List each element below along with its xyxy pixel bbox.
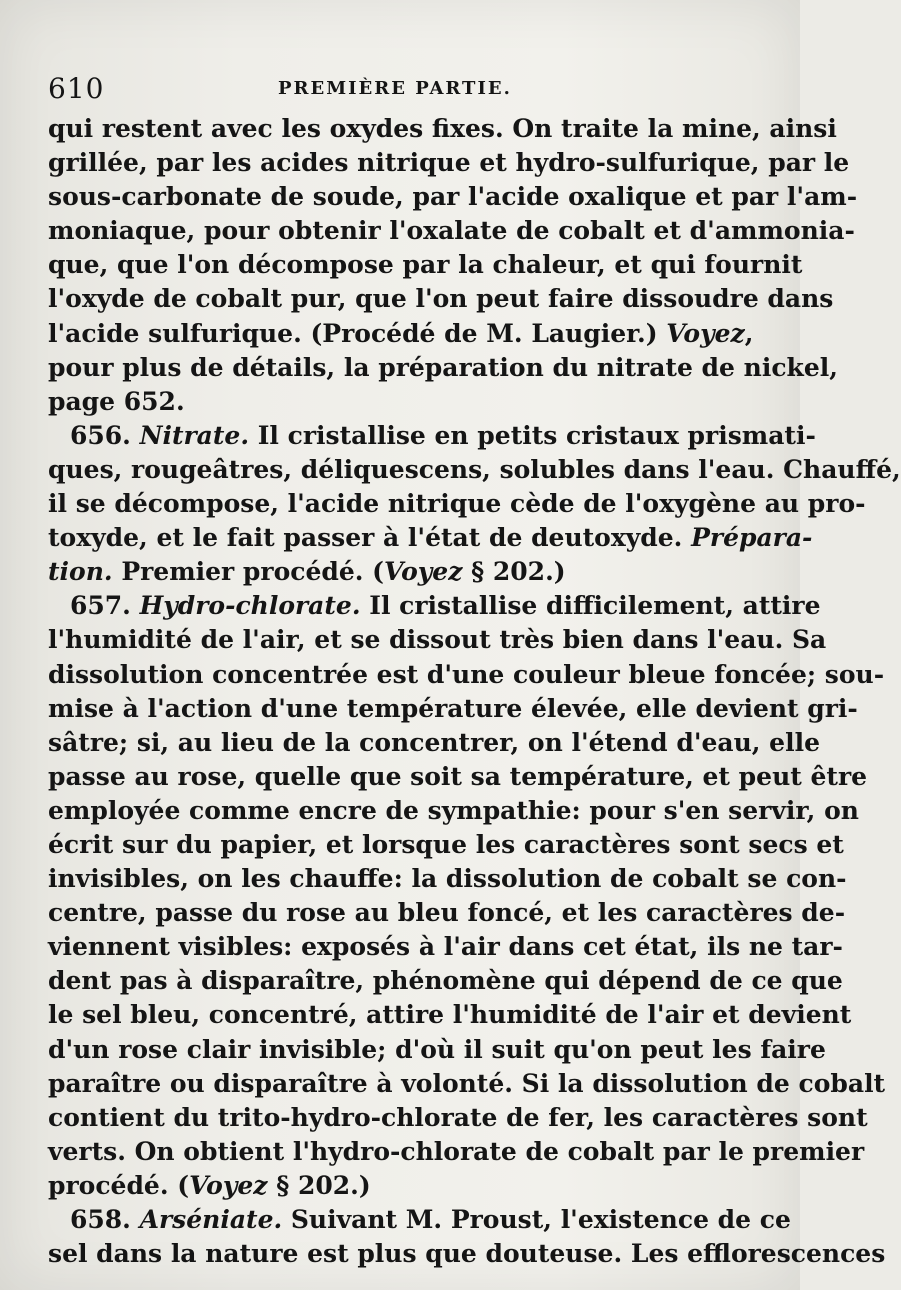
line-text: l'acide sulfurique. (Procédé de M. Laugier.) xyxy=(48,318,667,348)
line-text: § 202.) xyxy=(462,557,566,587)
text-line xyxy=(48,862,847,896)
line-text: Premier procédé. ( xyxy=(112,557,384,587)
text-line xyxy=(48,623,827,657)
line-text: verts. On obtient l'hydro-chlorate de cobalt par le premier xyxy=(48,1136,865,1166)
text-line xyxy=(48,998,852,1032)
line-text: invisibles, on les chauffe: la dissolution de cobalt se con- xyxy=(48,864,847,894)
italic-text: Voyez xyxy=(666,318,745,348)
text-line xyxy=(48,760,868,794)
line-text: procédé. ( xyxy=(48,1170,190,1200)
line-text: ques, rougeâtres, déliquescens, solubles dans l'eau. Chauffé, xyxy=(48,454,901,484)
text-line xyxy=(48,112,837,146)
italic-text: Voyez xyxy=(189,1170,268,1200)
line-text: Il cristallise difficilement, attire xyxy=(360,591,821,621)
italic-text: Arséniate. xyxy=(139,1205,283,1234)
body-text xyxy=(48,112,901,1271)
line-text: passe au rose, quelle que soit sa température, et peut être xyxy=(48,761,868,791)
text-line xyxy=(48,1237,886,1271)
line-text: § 202.) xyxy=(267,1170,371,1200)
line-text: Il cristallise en petits cristaux prismati- xyxy=(249,420,816,450)
line-text: moniaque, pour obtenir l'oxalate de cobalt et d'ammonia- xyxy=(48,216,855,246)
line-text: sâtre; si, au lieu de la concentrer, on l'étend d'eau, elle xyxy=(48,727,820,757)
line-text: viennent visibles: exposés à l'air dans cet état, ils ne tar- xyxy=(48,932,843,962)
line-text: écrit sur du papier, et lorsque les caractères sont secs et xyxy=(48,829,844,859)
text-line xyxy=(48,248,803,282)
text-line xyxy=(48,930,843,964)
line-text: l'humidité de l'air, et se dissout très bien dans l'eau. Sa xyxy=(48,625,827,655)
italic-text: Prépara- xyxy=(691,523,813,553)
line-text: dissolution concentrée est d'une couleur bleue foncée; sou- xyxy=(48,659,885,689)
line-text: toxyde, et le fait passer à l'état de deutoxyde. xyxy=(48,523,692,553)
text-line xyxy=(48,487,866,521)
text-line xyxy=(48,658,885,692)
running-title: PREMIÈRE PARTIE. xyxy=(278,78,512,99)
line-text: grillée, par les acides nitrique et hydro-sulfurique, par le xyxy=(48,148,850,178)
text-line xyxy=(48,1203,791,1237)
text-line xyxy=(48,1033,826,1067)
text-line xyxy=(48,317,754,351)
line-text: employée comme encre de sympathie: pour s'en servir, on xyxy=(48,795,859,825)
text-line xyxy=(48,419,816,453)
text-line xyxy=(48,453,901,487)
line-text: qui restent avec les oxydes fixes. On traite la mine, ainsi xyxy=(48,114,837,143)
line-text: Suivant M. Proust, l'existence de ce xyxy=(282,1205,791,1234)
text-line xyxy=(48,896,846,930)
text-line xyxy=(48,1135,865,1169)
line-text: sous-carbonate de soude, par l'acide oxalique et par l'am- xyxy=(48,182,858,212)
text-line xyxy=(48,180,858,214)
text-line xyxy=(48,726,820,760)
text-line xyxy=(48,964,843,998)
line-text: contient du trito-hydro-chlorate de fer, les caractères sont xyxy=(48,1102,868,1132)
text-line xyxy=(48,1067,886,1101)
line-text: le sel bleu, concentré, attire l'humidité de l'air et devient xyxy=(48,1000,852,1030)
italic-text: tion. xyxy=(48,557,113,587)
line-text: il se décompose, l'acide nitrique cède de l'oxygène au pro- xyxy=(48,489,866,519)
text-line xyxy=(48,589,821,623)
line-text: paraître ou disparaître à volonté. Si la dissolution de cobalt xyxy=(48,1068,886,1098)
text-line xyxy=(48,794,859,828)
text-line xyxy=(48,385,736,419)
italic-text: Nitrate. xyxy=(139,420,250,450)
text-line xyxy=(48,521,813,555)
line-text: dent pas à disparaître, phénomène qui dépend de ce que xyxy=(48,966,843,996)
italic-text: Voyez xyxy=(384,557,463,587)
text-line xyxy=(48,692,858,726)
line-text: , xyxy=(744,318,754,348)
text-line xyxy=(48,1169,736,1203)
line-text: 657. xyxy=(70,591,140,621)
text-line xyxy=(48,214,855,248)
line-text: page 652. xyxy=(48,386,185,416)
line-text: d'un rose clair invisible; d'où il suit qu'on peut les faire xyxy=(48,1034,826,1064)
page-header xyxy=(40,70,740,110)
line-text: sel dans la nature est plus que douteuse. Les efflorescences xyxy=(48,1239,886,1269)
text-line xyxy=(48,351,838,385)
text-line xyxy=(48,828,844,862)
text-line xyxy=(48,1101,868,1135)
text-line xyxy=(48,555,736,589)
line-text: mise à l'action d'une température élevée, elle devient gri- xyxy=(48,693,858,723)
line-text: 658. xyxy=(70,1205,140,1234)
italic-text: Hydro-chlorate. xyxy=(139,591,361,621)
text-line xyxy=(48,282,834,316)
text-line xyxy=(48,146,850,180)
line-text: que, que l'on décompose par la chaleur, et qui fournit xyxy=(48,250,803,280)
page-number: 610 xyxy=(48,72,105,105)
line-text: 656. xyxy=(70,420,140,450)
line-text: l'oxyde de cobalt pur, que l'on peut faire dissoudre dans xyxy=(48,284,834,314)
line-text: centre, passe du rose au bleu foncé, et les caractères de- xyxy=(48,898,846,928)
line-text: pour plus de détails, la préparation du nitrate de nickel, xyxy=(48,352,838,382)
